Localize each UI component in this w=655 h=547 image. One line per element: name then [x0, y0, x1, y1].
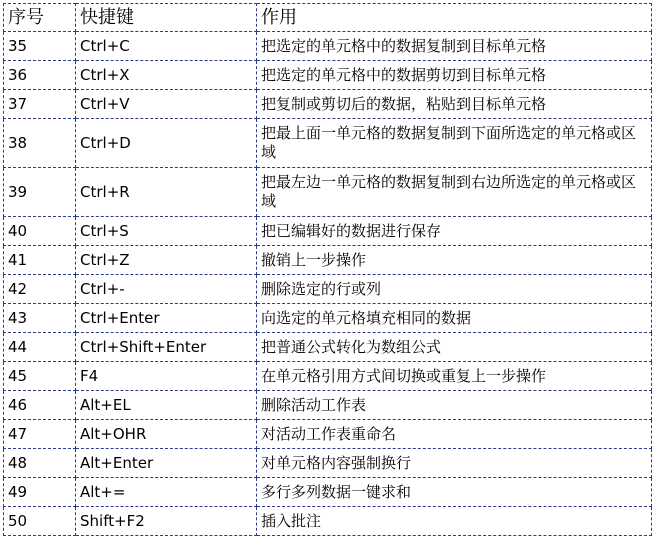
header-function: 作用 [257, 4, 652, 32]
row-function: 撤销上一步操作 [257, 246, 652, 275]
row-function: 把选定的单元格中的数据剪切到目标单元格 [257, 61, 652, 90]
row-function: 把最左边一单元格的数据复制到右边所选定的单元格或区域 [257, 168, 652, 217]
row-shortcut: Ctrl+Z [76, 246, 257, 275]
row-index: 39 [4, 168, 76, 217]
table-row [4, 168, 652, 217]
row-shortcut: Ctrl+S [76, 217, 257, 246]
row-function: 把普通公式转化为数组公式 [257, 333, 652, 362]
row-shortcut: F4 [76, 362, 257, 391]
row-function: 在单元格引用方式间切换或重复上一步操作 [257, 362, 652, 391]
table-row [4, 507, 652, 536]
row-shortcut: Ctrl+Shift+Enter [76, 333, 257, 362]
row-function: 向选定的单元格填充相同的数据 [257, 304, 652, 333]
row-index: 48 [4, 449, 76, 478]
row-function: 对单元格内容强制换行 [257, 449, 652, 478]
table-row [4, 246, 652, 275]
row-index: 50 [4, 507, 76, 536]
row-index: 44 [4, 333, 76, 362]
row-shortcut: Ctrl+C [76, 32, 257, 61]
table-row [4, 61, 652, 90]
table-row [4, 90, 652, 119]
table-row [4, 32, 652, 61]
table-row [4, 119, 652, 168]
row-shortcut: Alt+EL [76, 391, 257, 420]
row-index: 42 [4, 275, 76, 304]
row-index: 46 [4, 391, 76, 420]
table-row [4, 449, 652, 478]
table-row [4, 333, 652, 362]
table-row [4, 478, 652, 507]
row-index: 41 [4, 246, 76, 275]
row-shortcut: Ctrl+Enter [76, 304, 257, 333]
row-function: 对活动工作表重命名 [257, 420, 652, 449]
table-row [4, 275, 652, 304]
row-shortcut: Alt+Enter [76, 449, 257, 478]
row-shortcut: Ctrl+- [76, 275, 257, 304]
row-function: 把最上面一单元格的数据复制到下面所选定的单元格或区域 [257, 119, 652, 168]
row-shortcut: Shift+F2 [76, 507, 257, 536]
row-index: 37 [4, 90, 76, 119]
row-index: 47 [4, 420, 76, 449]
row-shortcut: Ctrl+X [76, 61, 257, 90]
header-index: 序号 [4, 4, 76, 32]
row-index: 43 [4, 304, 76, 333]
row-index: 38 [4, 119, 76, 168]
row-shortcut: Ctrl+V [76, 90, 257, 119]
row-index: 40 [4, 217, 76, 246]
row-function: 删除活动工作表 [257, 391, 652, 420]
table-header [4, 4, 652, 32]
header-shortcut: 快捷键 [76, 4, 257, 32]
header-row [4, 4, 652, 32]
table-row [4, 304, 652, 333]
row-shortcut: Alt+= [76, 478, 257, 507]
row-function: 多行多列数据一键求和 [257, 478, 652, 507]
row-function: 把选定的单元格中的数据复制到目标单元格 [257, 32, 652, 61]
table-row [4, 420, 652, 449]
table-body [4, 32, 652, 536]
row-function: 删除选定的行或列 [257, 275, 652, 304]
row-index: 36 [4, 61, 76, 90]
row-function: 把已编辑好的数据进行保存 [257, 217, 652, 246]
row-index: 45 [4, 362, 76, 391]
row-shortcut: Ctrl+D [76, 119, 257, 168]
table-row [4, 391, 652, 420]
row-index: 49 [4, 478, 76, 507]
row-function: 把复制或剪切后的数据，粘贴到目标单元格 [257, 90, 652, 119]
shortcut-sheet [3, 3, 652, 536]
table-row [4, 362, 652, 391]
row-shortcut: Alt+OHR [76, 420, 257, 449]
row-shortcut: Ctrl+R [76, 168, 257, 217]
table-row [4, 217, 652, 246]
shortcut-table [3, 3, 652, 536]
row-function: 插入批注 [257, 507, 652, 536]
row-index: 35 [4, 32, 76, 61]
